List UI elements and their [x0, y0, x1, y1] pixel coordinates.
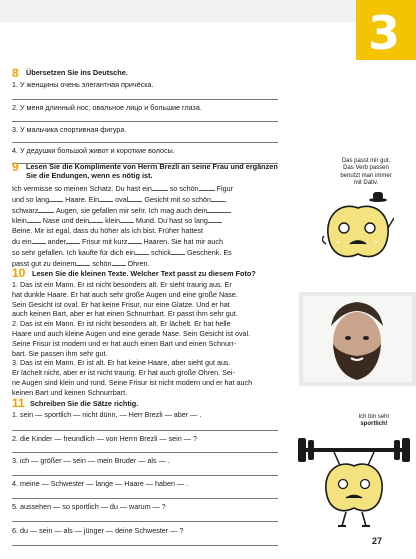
- ex11-item-2: 2. die Kinder — freundlich — von Herrn Brezli — sein — ?: [12, 434, 197, 443]
- blank[interactable]: [49, 194, 63, 202]
- ex11-item-1: 1. sein — sportlich — nicht dünn, — Herr Brezli — aber — .: [12, 410, 202, 419]
- answer-line[interactable]: [12, 545, 278, 546]
- weightlifting-pretzel-icon: [296, 434, 412, 530]
- answer-line[interactable]: [12, 430, 278, 431]
- blank[interactable]: [135, 247, 149, 255]
- answer-line[interactable]: [12, 521, 278, 522]
- ex9-line-7: so sehr gefallen. Ich kaufte für dich ein schick Geschenk. Es: [12, 247, 232, 257]
- blank[interactable]: [128, 194, 142, 202]
- blank[interactable]: [38, 205, 54, 213]
- ex10-text-1: 1. Das ist ein Mann. Er ist nicht besonders alt. Er sieht traurig aus. Er hat dunkle Haare. Er hat auch sehr große Augen und eine große Nase. Sein Gesicht ist oval. Er hat keine Frisur, nur eine Glatze. Und er hat auch keinen Bart, aber er hat einen Schnurrbart. Er passt ihm sehr gut.: [12, 280, 238, 319]
- unit-number: 3: [368, 6, 401, 60]
- blank[interactable]: [76, 258, 90, 266]
- blank[interactable]: [89, 215, 103, 223]
- blank[interactable]: [152, 183, 168, 191]
- blank[interactable]: [32, 236, 46, 244]
- answer-line[interactable]: [12, 121, 278, 122]
- ex11-item-5: 5. aussehen — so sportlich — du — warum — ?: [12, 502, 166, 511]
- blank[interactable]: [27, 215, 41, 223]
- ex10-text-3: 3. Das ist ein Mann. Er ist alt. Er hat keine Haare, aber sieht gut aus. Er lächelt nicht, aber er ist nicht traurig. Er hat auch große Ohren. Sei- ne Augen sind klein und rund. Seine Frisur ist nicht modern und er hat auch keinen Bart und keinen Schnurrbart.: [12, 358, 253, 397]
- blank[interactable]: [171, 247, 185, 255]
- blank[interactable]: [211, 194, 225, 202]
- blank[interactable]: [66, 236, 80, 244]
- answer-line[interactable]: [12, 498, 278, 499]
- hat-icon: [368, 190, 388, 202]
- answer-line[interactable]: [12, 475, 278, 476]
- exercise-number-11: 11: [12, 396, 25, 410]
- exercise-8-heading: Übersetzen Sie ins Deutsche.: [26, 68, 128, 77]
- man-photo: [299, 292, 416, 386]
- exercise-9-heading-1: Lesen Sie die Komplimente von Herrn Brezli an seine Frau und ergänzen: [26, 162, 278, 171]
- ex8-item-1: 1. У женщины очень элегантная причёска.: [12, 80, 154, 89]
- blank[interactable]: [128, 236, 142, 244]
- exercise-9-heading-2: Sie die Endungen, wenn es nötig ist.: [26, 171, 153, 180]
- ex9-line-2: und so lang Haare. Ein oval Gesicht mit so schön ,: [12, 194, 228, 204]
- blank[interactable]: [99, 194, 113, 202]
- blank[interactable]: [207, 205, 231, 213]
- top-bar: [0, 0, 416, 22]
- answer-line[interactable]: [12, 142, 278, 143]
- ex9-line-6: du ein ander Frisur mit kurz Haaren. Sie hat mir auch: [12, 236, 223, 246]
- pretzel-mascot-icon: [322, 198, 394, 266]
- ex9-line-8: passt gut zu deinem schön Ohren.: [12, 258, 150, 268]
- ex8-item-3: 3. У мальчика спортивная фигура.: [12, 125, 127, 134]
- exercise-number-9: 9: [12, 160, 19, 174]
- ex9-line-4: klein Nase und dein klein Mund. Du hast so lang: [12, 215, 284, 226]
- exercise-number-10: 10: [12, 266, 26, 280]
- ex9-line-5: Beine. Mir ist egal, dass du höher als ich bist. Früher hattest: [12, 226, 203, 236]
- blank[interactable]: [208, 215, 222, 223]
- ex11-item-6: 6. du — sein — als — jünger — deine Schwester — ?: [12, 526, 184, 535]
- page-number: 27: [372, 536, 383, 546]
- speech-bubble-dativ: Das passt mir gut. Das Verb passen benutzt man immer mit Dativ.: [340, 158, 392, 186]
- answer-line[interactable]: [12, 452, 278, 453]
- exercise-number-8: 8: [12, 66, 19, 80]
- ex11-item-3: 3. ich — größer — sein — mein Bruder — als — .: [12, 456, 170, 465]
- exercise-11-heading: Schreiben Sie die Sätze richtig.: [30, 399, 139, 408]
- speech-bubble-sportlich: Ich bin sehr sportlich!: [358, 414, 390, 428]
- answer-line[interactable]: [12, 99, 278, 100]
- ex9-line-3: schwarz Augen, sie gefallen mir sehr. Ich mag auch dein: [12, 205, 284, 216]
- blank[interactable]: [112, 258, 126, 266]
- ex10-texts: [12, 280, 287, 398]
- blank[interactable]: [120, 215, 134, 223]
- ex10-text-2: 2. Das ist ein Mann. Er ist nicht besonders alt. Er lächelt. Er hat helle Haare und auch kleine Augen und eine gerade Nase. Sein Gesicht ist oval. Seine Frisur ist modern und er hat auch einen Bart und einen Schnurr- bart. Sie passen ihm sehr gut.: [12, 319, 251, 358]
- ex8-item-2: 2. У меня длинный нос, овальное лицо и большие глаза.: [12, 103, 202, 112]
- ex9-line-1: Ich vermisse so meinen Schatz. Du hast ein so schön Figur: [12, 184, 233, 193]
- ex8-item-4: 4. У дедушки большой живот и короткие волосы.: [12, 146, 175, 155]
- exercise-10-heading: Lesen Sie die kleinen Texte. Welcher Text passt zu diesem Foto?: [32, 269, 256, 278]
- blank[interactable]: [199, 183, 215, 191]
- ex9-text: [12, 183, 284, 268]
- ex11-item-4: 4. meine — Schwester — lange — Haare — haben — .: [12, 479, 189, 488]
